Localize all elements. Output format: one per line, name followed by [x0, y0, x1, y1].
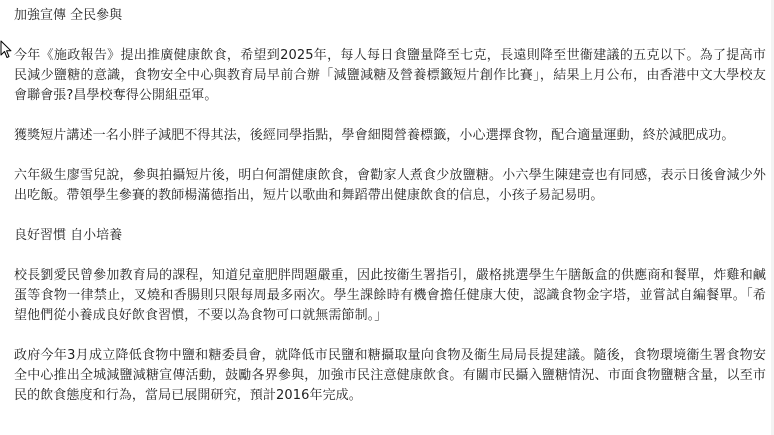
spacer	[14, 246, 766, 266]
article-body	[14, 6, 766, 406]
paragraph-principal: 校長劉愛民曾參加教育局的課程，知道兒童肥胖問題嚴重，因此按衞生署指引，嚴格挑選學生午膳飯盒的供應商和餐單，炸雞和鹹蛋等食物一律禁止，叉燒和香腸則只限每周最多兩次。學生課餘時有機會擔任健康大使，認識食物金字塔，並嘗試自編餐單。「希望他們從小養成良好飲食習慣，不要以為食物可口就無需節制。」	[14, 268, 766, 323]
spacer	[14, 206, 766, 226]
paragraph-award-video: 獲獎短片講述一名小胖子減肥不得其法，後經同學指點，學會細閱營養標籤，小心選擇食物，配合適量運動，終於減肥成功。	[14, 128, 735, 143]
spacer	[14, 146, 766, 166]
paragraph-policy-address: 今年《施政報告》提出推廣健康飲食，希望到2025年，每人每日食鹽量降至七克，長遠則降至世衞建議的五克以下。為了提高市民減少鹽糖的意識，食物安全中心與教育局早前合辦「減鹽減糖及營養標籤短片創作比賽」，結果上月公布，由香港中文大學校友會聯會張?昌學校奪得公開組亞軍。	[14, 48, 766, 103]
spacer	[14, 26, 766, 46]
spacer	[14, 326, 766, 346]
mouse-pointer-icon	[0, 40, 12, 59]
spacer	[14, 106, 766, 126]
paragraph-student-comments: 六年級生廖雪兒說，參與拍攝短片後，明白何謂健康飲食，會勸家人煮食少放鹽糖。小六學生陳建壹也有同感，表示日後會減少外出吃飯。帶領學生參賽的教師楊滿德指出，短片以歌曲和舞蹈帶出健康飲食的信息，小孩子易記易明。	[14, 168, 766, 203]
paragraph-government-committee: 政府今年3月成立降低食物中鹽和糖委員會，就降低市民鹽和糖攝取量向食物及衞生局局長提建議。隨後，食物環境衞生署食物安全中心推出全城減鹽減糖宣傳活動，鼓勵各界參與，加強市民注意健康飲食。有關市民攝入鹽糖情況、市面食物鹽糖含量，以至市民的飲食態度和行為，當局已展開研究，預計2016年完成。	[14, 348, 766, 403]
section-heading-habits: 良好習慣 自小培養	[14, 228, 123, 243]
section-heading-publicity: 加強宣傳 全民參與	[14, 8, 123, 23]
